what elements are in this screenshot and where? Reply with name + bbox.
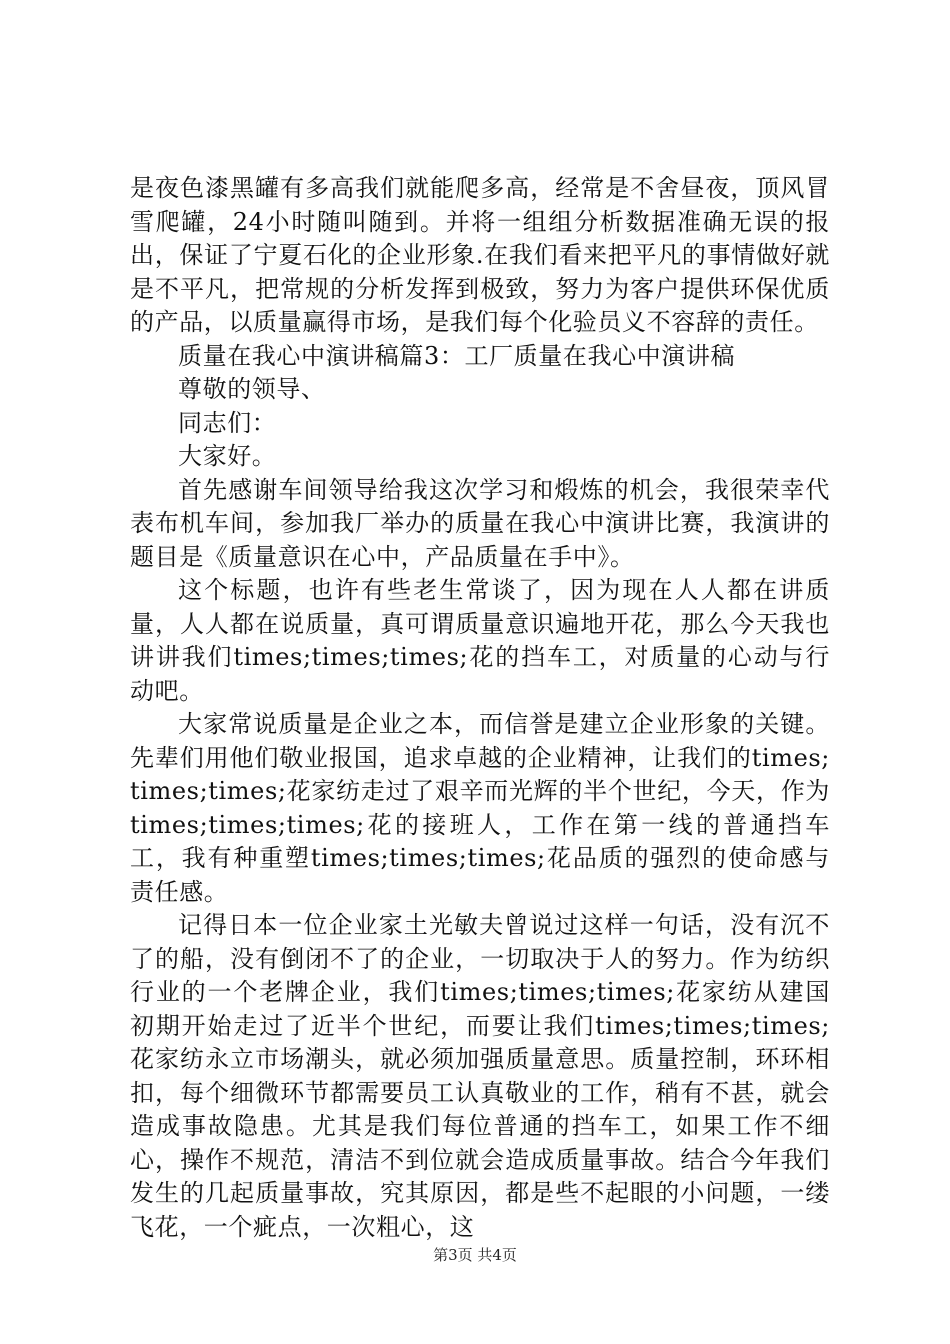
document-body xyxy=(130,172,830,1244)
greeting: 大家好。 xyxy=(178,442,277,470)
paragraph-continuation: 是夜色漆黑罐有多高我们就能爬多高，经常是不舍昼夜，顶风冒雪爬罐，24小时随叫随到。并将一组组分析数据准确无误的报出，保证了宁夏石化的企业形象.在我们看来把平凡的事情做好就是不平凡，把常规的分析发挥到极致，努力为客户提供环保优质的产品，以质量赢得市场，是我们每个化验员义不容辞的责任。 xyxy=(130,174,830,336)
paragraph: 大家常说质量是企业之本，而信誉是建立企业形象的关键。先辈们用他们敬业报国，追求卓越的企业精神，让我们的times;times;times;花家纺走过了艰辛而光辉的半个世纪，今天，作为times;times;times;花的接班人，工作在第一线的普通挡车工，我有种重塑times;times;times;花品质的强烈的使命感与责任感。 xyxy=(130,710,830,906)
paragraph: 首先感谢车间领导给我这次学习和煅炼的机会，我很荣幸代表布机车间，参加我厂举办的质量在我心中演讲比赛，我演讲的题目是《质量意识在心中，产品质量在手中》。 xyxy=(130,475,830,571)
section-heading: 质量在我心中演讲稿篇3：工厂质量在我心中演讲稿 xyxy=(178,341,736,370)
salutation-leaders: 尊敬的领导、 xyxy=(178,375,326,403)
paragraph: 这个标题，也许有些老生常谈了，因为现在人人都在讲质量，人人都在说质量，真可谓质量意识遍地开花，那么今天我也讲讲我们times;times;times;花的挡车工，对质量的心动与行动吧。 xyxy=(130,576,830,705)
paragraph: 记得日本一位企业家土光敏夫曾说过这样一句话，没有沉不了的船，没有倒闭不了的企业，一切取决于人的努力。作为纺织行业的一个老牌企业，我们times;times;times;花家纺从建国初期开始走过了近半个世纪，而要让我们times;times;times;花家纺永立市场潮头，就必须加强质量意思。质量控制，环环相扣，每个细微环节都需要员工认真敬业的工作，稍有不甚，就会造成事故隐患。尤其是我们每位普通的挡车工，如果工作不细心，操作不规范，清洁不到位就会造成质量事故。结合今年我们发生的几起质量事故，究其原因，都是些不起眼的小问题，一缕飞花，一个疵点，一次粗心，这 xyxy=(130,911,830,1241)
salutation-comrades: 同志们： xyxy=(178,408,277,437)
page-footer: 第3页 共4页 xyxy=(433,1246,517,1264)
